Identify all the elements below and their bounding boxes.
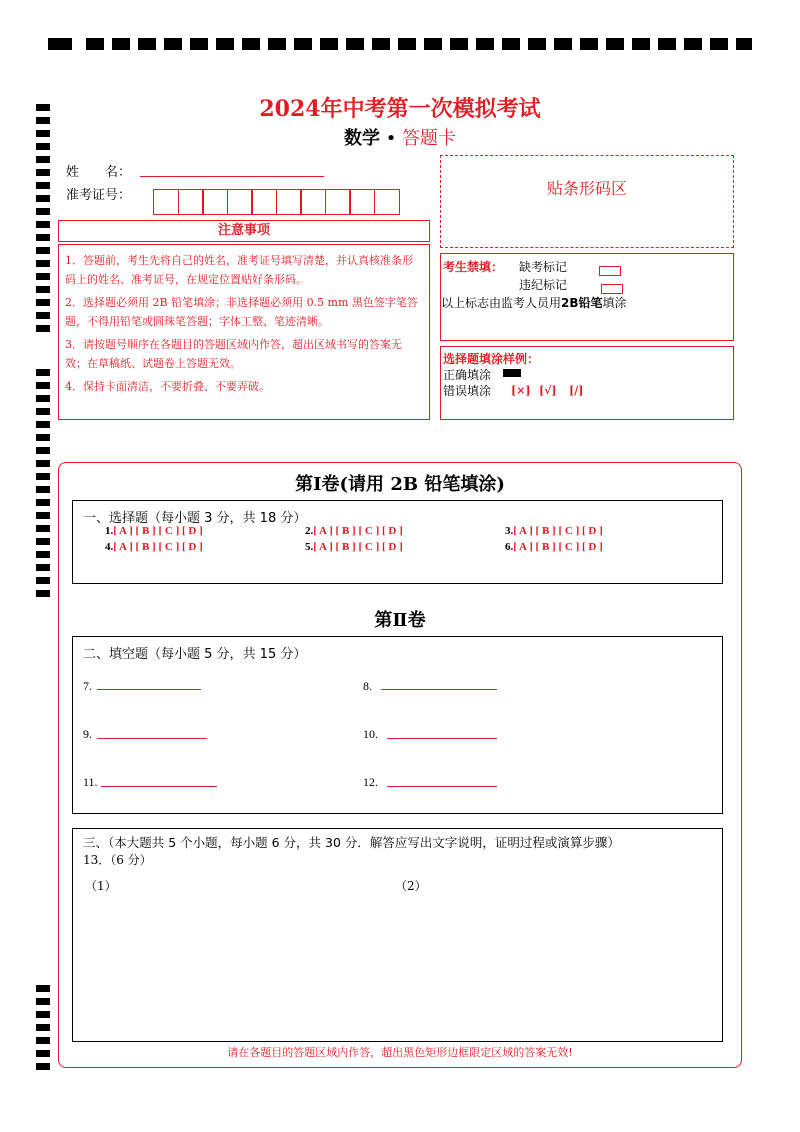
id-digit-box[interactable] [251,189,277,215]
card-subtitle [0,124,800,150]
q-num: 5. [305,541,314,553]
mc-question-4[interactable] [105,541,203,553]
top-timing-marks [48,38,752,52]
q-num: 2. [305,525,314,537]
blank-label-8: 8. [363,679,372,693]
blank-11[interactable] [101,786,217,787]
id-digit-box[interactable] [178,189,204,215]
absent-label: 缺考标记 [519,260,568,274]
notice-item: 4．保持卡面清洁，不要折叠、不要弄破。 [65,380,270,393]
blank-label-12: 12. [363,775,378,789]
blank-label-9: 9. [83,727,92,741]
proctor-box [440,253,734,341]
id-label: 准考证号： [66,188,132,203]
mc-question-3[interactable] [505,525,603,537]
card-label: 答题卡 [402,128,457,149]
fill-example-heading: 选择题填涂样例： [443,352,540,366]
proctor-heading: 考生禁填： [443,260,504,274]
subject-label: 数学 [343,128,380,149]
proctor-note-prefix: 以上标志由监考人员用 [441,296,562,310]
id-digit-box[interactable] [374,189,400,215]
notice-body [58,244,430,420]
correct-fill-sample [503,369,521,377]
blank-9[interactable] [97,738,207,739]
notice-item: 2．选择题必须用 2B 铅笔填涂；非选择题必须用 0.5 mm 黑色签字笔答题，不得用铅笔或圆珠笔答题；字体工整、笔迹清晰。 [65,296,418,328]
correct-fill-label: 正确填涂 [443,368,492,382]
q-num: 4. [105,541,114,553]
q-options[interactable]: [ A ] [ B ] [ C ] [ D ] [313,541,403,553]
q-num: 6. [505,541,514,553]
q-options[interactable]: [ A ] [ B ] [ C ] [ D ] [513,541,603,553]
part2-heading: 第Ⅱ卷 [374,610,426,631]
mc-question-6[interactable] [505,541,603,553]
violation-label: 违纪标记 [519,278,568,292]
fill-section-title: 二、填空题（每小题 5 分，共 15 分） [83,647,307,662]
fill-example-box [440,346,734,420]
barcode-area [440,155,734,248]
mc-section [72,500,723,584]
solve-section[interactable] [72,828,723,1042]
fill-section [72,636,723,814]
q-options[interactable]: [ A ] [ B ] [ C ] [ D ] [113,541,203,553]
solve-section-title: 三、（本大题共 5 个小题，每小题 6 分，共 30 分．解答应写出文字说明，证明过程或演算步骤） [83,835,620,850]
q-options[interactable]: [ A ] [ B ] [ C ] [ D ] [513,525,603,537]
proctor-note-bold: 2B铅笔 [561,296,603,310]
subquestion-1-label: （1） [85,879,117,893]
q-options[interactable]: [ A ] [ B ] [ C ] [ D ] [313,525,403,537]
blank-12[interactable] [387,786,497,787]
wrong-mark-cross: [×] [511,384,531,397]
part1-heading: 第Ⅰ卷(请用 2B 铅笔填涂) [295,474,505,495]
notice-heading: 注意事项 [58,220,430,242]
proctor-note [441,294,627,311]
id-digit-box[interactable] [153,189,179,215]
wrong-mark-slash: [/] [569,384,584,397]
question-13-label: 13．（6 分） [83,853,152,867]
blank-label-10: 10. [363,727,378,741]
name-field[interactable] [140,176,324,177]
mc-section-title: 一、选择题（每小题 3 分，共 18 分） [83,511,307,526]
mc-question-2[interactable] [305,525,403,537]
id-digit-box[interactable] [227,189,253,215]
blank-8[interactable] [381,689,497,690]
id-digit-box[interactable] [202,189,228,215]
wrong-fill-label: 错误填涂 [443,384,492,398]
subquestion-2-label: （2） [395,879,427,893]
id-digit-box[interactable] [300,189,326,215]
absent-mark-box[interactable] [599,260,621,279]
blank-10[interactable] [387,738,497,739]
notice-item: 1．答题前，考生先将自己的姓名，准考证号填写清楚，并认真核准条形码上的姓名、准考证号，在规定位置贴好条形码。 [65,254,413,286]
q-options[interactable]: [ A ] [ B ] [ C ] [ D ] [113,525,203,537]
exam-title: 2024年中考第一次模拟考试 [259,96,541,122]
id-digit-box[interactable] [276,189,302,215]
blank-label-7: 7. [83,679,92,693]
barcode-label: 贴条形码区 [546,179,627,198]
q-num: 3. [505,525,514,537]
mc-question-1[interactable] [105,525,203,537]
footer-warning: 请在各题目的答题区域内作答，超出黑色矩形边框限定区域的答案无效! [227,1046,573,1059]
notice-item: 3．请按题号顺序在各题目的答题区域内作答，超出区域书写的答案无效；在草稿纸、试题卷上答题无效。 [65,338,402,370]
name-label: 姓 名： [66,165,132,180]
blank-label-11: 11. [83,775,98,789]
mc-question-5[interactable] [305,541,403,553]
blank-7[interactable] [97,689,201,690]
id-number-boxes[interactable] [153,189,398,215]
id-digit-box[interactable] [325,189,351,215]
q-num: 1. [105,525,114,537]
wrong-mark-check: [√] [539,384,557,397]
separator-dot: • [385,128,397,149]
id-digit-box[interactable] [349,189,375,215]
proctor-note-suffix: 填涂 [602,296,627,310]
